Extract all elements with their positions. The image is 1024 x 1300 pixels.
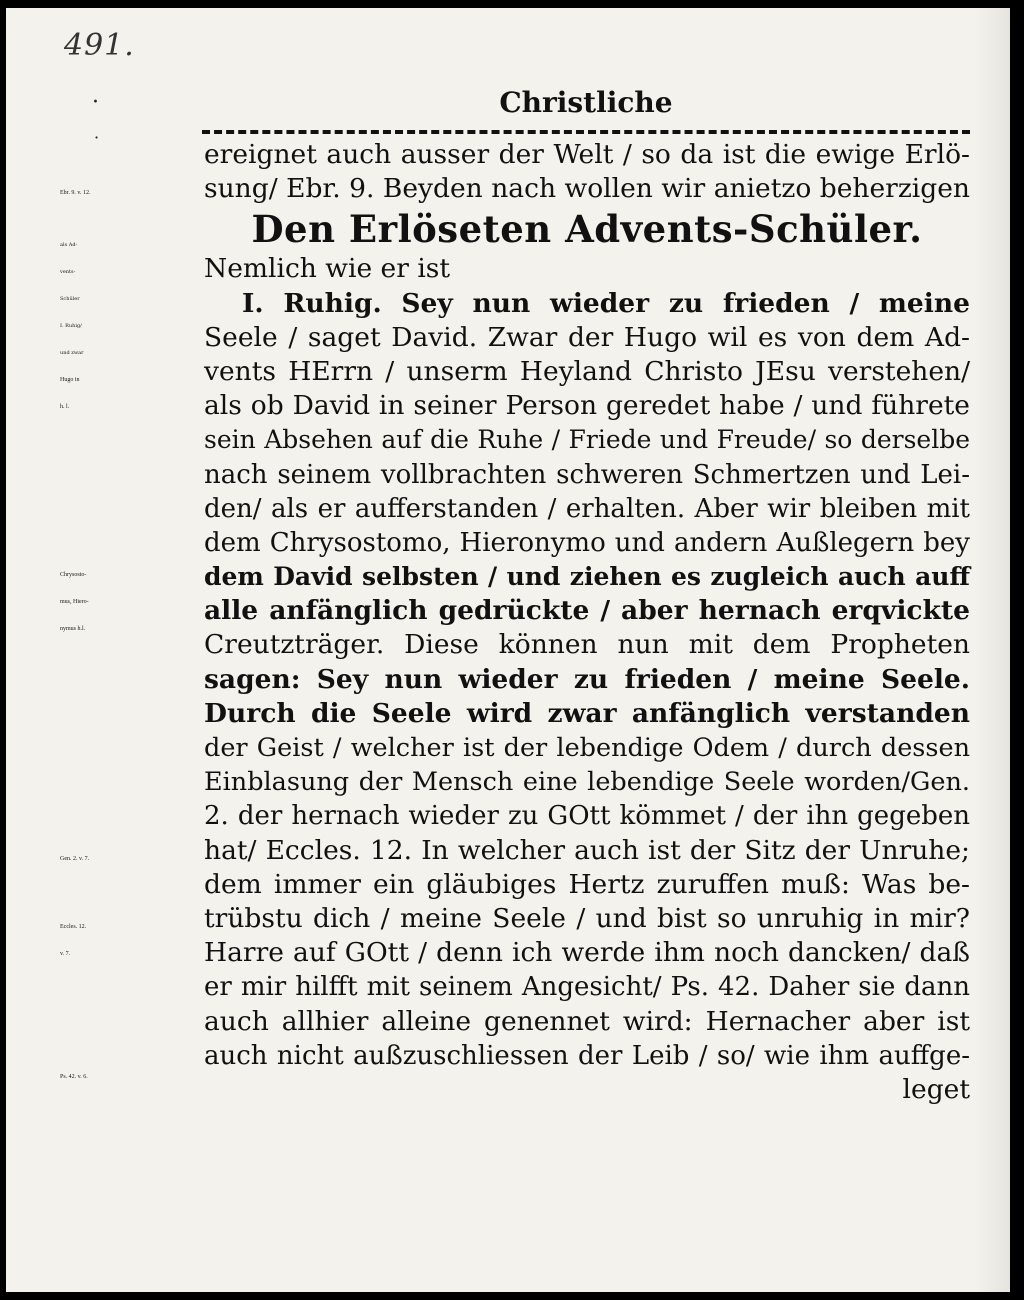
text-line: vents HErrn / unserm Heyland Christo JEsu verstehen/ — [204, 355, 970, 387]
text-line: auch nicht außzuschliessen der Leib / so/ wie ihm auffge- — [204, 1040, 970, 1071]
text-line: Einblasung der Mensch eine lebendige Seele worden/Gen. — [204, 767, 970, 798]
section-title: Den Erlöseten Advents-Schüler. — [251, 207, 923, 252]
text-line: Seele / saget David. Zwar der Hugo wil es von dem Ad- — [204, 321, 970, 353]
text-line: 2. der hernach wieder zu GOtt kömmet / der ihn gegeben — [204, 801, 970, 832]
text-line: Creutzträger. Diese können nun mit dem Propheten — [204, 629, 970, 661]
header-rule — [202, 130, 970, 134]
text-line: der Geist / welcher ist der lebendige Odem / durch dessen — [204, 733, 970, 763]
text-line: sein Absehen auf die Ruhe / Friede und Freude/ so derselbe — [204, 425, 970, 455]
margin-line: Ebr. 9. v. 12. — [60, 190, 91, 196]
margin-line: Chrysosto- — [60, 572, 87, 578]
margin-line: Eccles. 12. — [60, 924, 87, 930]
margin-line: I. Ruhig/ — [60, 323, 82, 329]
text-line: dem immer ein gläubiges Hertz zuruffen muß: Was be- — [204, 868, 970, 900]
page-edge-shadow — [974, 8, 1010, 1292]
text-line: alle anfänglich gedrückte / aber hernach erqvickte — [204, 595, 970, 627]
margin-line: h. l. — [60, 404, 70, 410]
book-page — [6, 8, 1010, 1292]
text-line: als ob David in seiner Person geredet habe / und führete — [204, 390, 970, 422]
margin-line: Gen. 2. v. 7. — [60, 856, 90, 862]
margin-line: Ps. 42. v. 6. — [60, 1074, 88, 1080]
page-number: 491. — [64, 28, 135, 63]
text-line: sagen: Sey nun wieder zu frieden / meine Seele. — [204, 663, 970, 695]
text-line: nach seinem vollbrachten schweren Schmertzen und Lei- — [204, 459, 970, 490]
text-line: er mir hilfft mit seinem Angesicht/ Ps. 42. Daher sie dann — [204, 972, 970, 1003]
margin-note-ebr — [60, 180, 200, 207]
text-line: sung/ Ebr. 9. Beyden nach wollen wir anietzo beherzigen — [204, 173, 970, 205]
text-line: Durch die Seele wird zwar anfänglich verstanden — [204, 697, 970, 729]
ink-dot: · — [92, 90, 99, 115]
catchword: leget — [902, 1073, 970, 1105]
text-line: dem David selbsten / und ziehen es zugleich auch auff — [204, 562, 970, 592]
main-text-block — [204, 138, 970, 1107]
text-line: I. Ruhig. Sey nun wieder zu frieden / meine — [242, 287, 970, 319]
margin-note-advents — [60, 232, 200, 421]
margin-line: und zwar — [60, 350, 84, 356]
text-line: auch allhier alleine genennet wird: Hernacher aber ist — [204, 1005, 970, 1037]
margin-note-ps — [60, 1064, 200, 1091]
margin-line: Hugo in — [60, 377, 80, 383]
margin-line: als Ad- — [60, 242, 78, 248]
margin-note-gen — [60, 846, 200, 873]
text-line: dem Chrysostomo, Hieronymo und andern Außlegern bey — [204, 527, 970, 558]
running-head: Christliche — [499, 86, 673, 119]
margin-note-chrysostomus — [60, 562, 200, 643]
text-line: trübstu dich / meine Seele / und bist so unruhig in mir? — [204, 902, 970, 934]
margin-line: mus, Hiero- — [60, 599, 89, 605]
margin-line: Schüler — [60, 296, 80, 302]
margin-line: nymus h.l. — [60, 626, 86, 632]
text-line: Nemlich wie er ist — [204, 253, 451, 285]
text-line: hat/ Eccles. 12. In welcher auch ist der Sitz der Unruhe; — [204, 834, 970, 866]
margin-note-eccles — [60, 914, 200, 968]
margin-line: vents- — [60, 269, 76, 275]
text-line: Harre auf GOtt / denn ich werde ihm noch dancken/ daß — [204, 937, 970, 969]
margin-line: v. 7. — [60, 951, 71, 957]
text-line: ereignet auch ausser der Welt / so da ist die ewige Erlö- — [204, 139, 970, 170]
ink-dot: · — [94, 128, 100, 147]
text-line: den/ als er aufferstanden / erhalten. Aber wir bleiben mit — [204, 493, 970, 524]
